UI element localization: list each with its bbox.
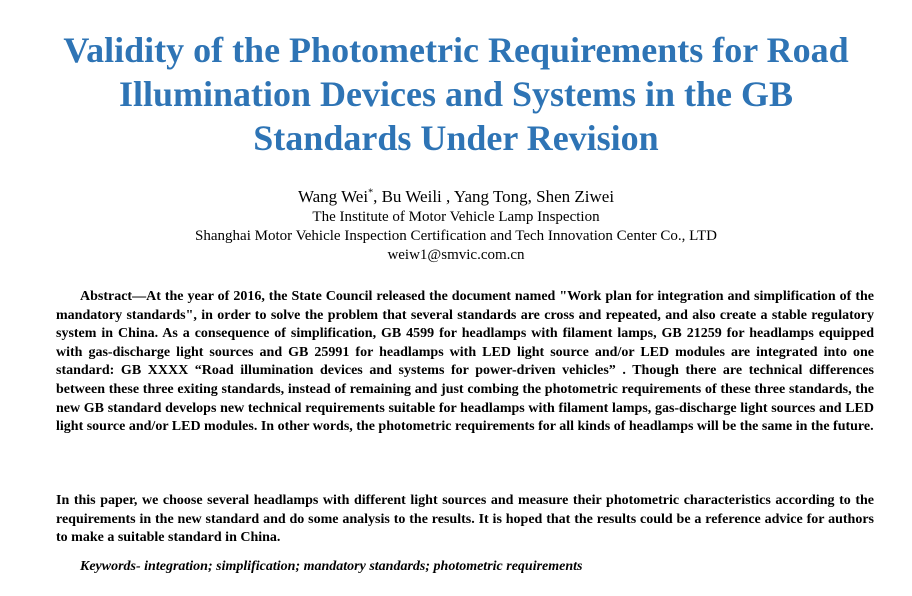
author-email: weiw1@smvic.com.cn — [387, 247, 525, 263]
corresponding-author-mark: * — [368, 187, 374, 199]
author-list — [40, 186, 872, 208]
abstract-paragraph-2: In this paper, we choose several headlamps with different light sources and measure their photometric characteristics according to the requirements in the new standard and do some analysis to the results. It is hoped that the results could be a reference advice for authors to make a suitable standard in China. — [56, 493, 874, 546]
keywords: Keywords- integration; simplification; mandatory standards; photometric requirements — [80, 559, 583, 574]
paper-title: Validity of the Photometric Requirements for Road Illumination Devices and Systems in the GB Standards Under Revision — [63, 30, 849, 158]
abstract: Abstract—At the year of 2016, the State Council released the document named "Work plan for integration and simplification of the mandatory standards", in order to solve the problem that several standards are cross and repeated, and also create a stable regulatory system in China. As a consequence of simplification, GB 4599 for headlamps with filament lamps, GB 21259 for headlamps equipped with gas-discharge light sources and GB 25991 for headlamps with LED light source and/or LED modules are integrated into one standard: GB XXXX “Road illumination devices and systems for power-driven vehicles” . Though there are technical differences between these three exiting standards, instead of remaining and just combing the photometric requirements of these three standards, the new GB standard develops new technical requirements suitable for headlamps with filament lamps, gas-discharge light sources and LED light source and/or LED modules. In other words, the photometric requirements for all kinds of headlamps will be the same in the future. — [56, 289, 874, 435]
affiliation-line-1: The Institute of Motor Vehicle Lamp Inspection — [312, 209, 600, 225]
first-author: Wang Wei — [297, 187, 369, 206]
author-block — [40, 186, 872, 265]
other-authors: , Bu Weili , Yang Tong, Shen Ziwei — [373, 187, 615, 206]
affiliation-line-2: Shanghai Motor Vehicle Inspection Certification and Tech Innovation Center Co., LTD — [195, 228, 717, 244]
